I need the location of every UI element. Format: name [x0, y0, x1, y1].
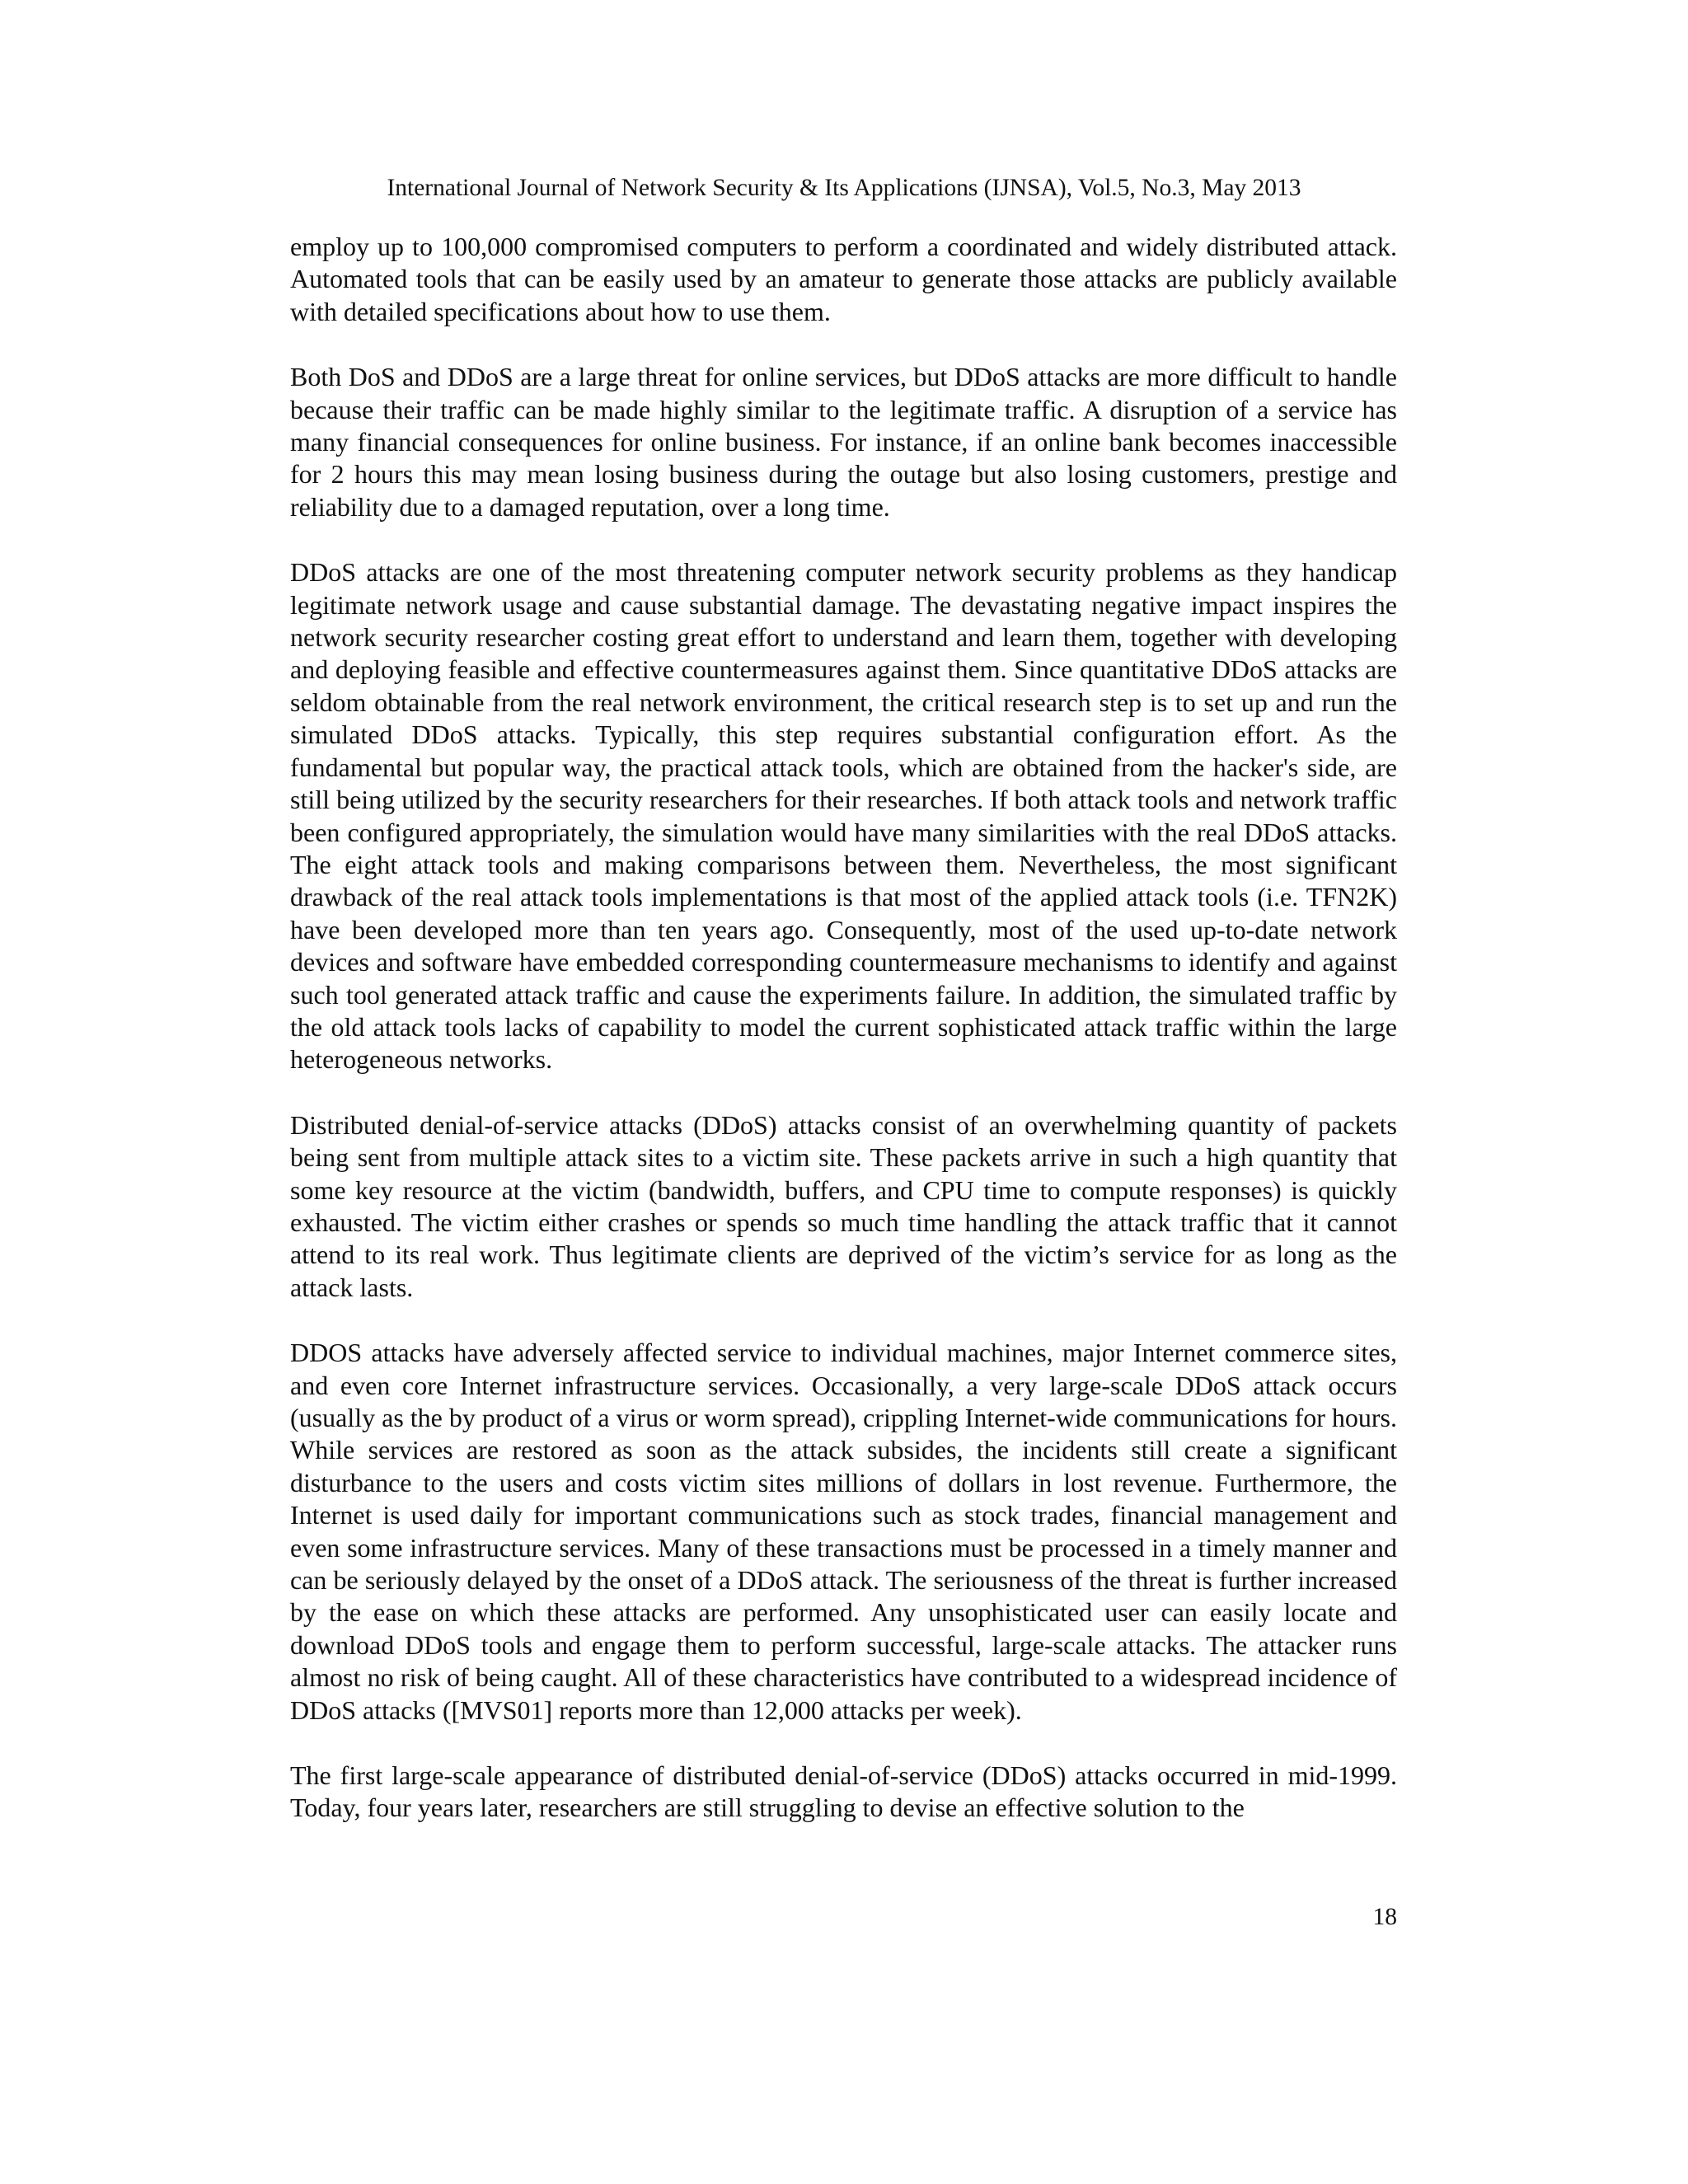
page-number: 18	[1372, 1904, 1397, 1930]
paragraph-ddos-impact: DDOS attacks have adversely affected service to individual machines, major Internet commerce sites, and even core Internet infrastructure services. Occasionally, a very large-scale DDoS attack occurs (usually as the by product of a virus or worm spread), crippling Internet-wide communications for hours. While services are restored as soon as the attack subsides, the incidents still create a significant disturbance to the users and costs victim sites millions of dollars in lost revenue. Furthermore, the Internet is used daily for important communications such as stock trades, financial management and even some infrastructure services. Many of these transactions must be processed in a timely manner and can be seriously delayed by the onset of a DDoS attack. The seriousness of the threat is further increased by the ease on which these attacks are performed. Any unsophisticated user can easily locate and download DDoS tools and engage them to perform successful, large-scale attacks. The attacker runs almost no risk of being caught. All of these characteristics have contributed to a widespread incidence of DDoS attacks ([MVS01] reports more than 12,000 attacks per week).	[290, 1338, 1397, 1725]
paragraph-ddos-definition: Distributed denial-of-service attacks (DDoS) attacks consist of an overwhelming quantity of packets being sent from multiple attack sites to a victim site. These packets arrive in such a high quantity that some key resource at the victim (bandwidth, buffers, and CPU time to compute responses) is quickly exhausted. The victim either crashes or spends so much time handling the attack traffic that it cannot attend to its real work. Thus legitimate clients are deprived of the victim’s service for as long as the attack lasts.	[290, 1109, 1397, 1302]
paragraph-ddos-history: The first large-scale appearance of distributed denial-of-service (DDoS) attacks occurred in mid-1999. Today, four years later, researchers are still struggling to devise an effective solution to the	[290, 1760, 1397, 1823]
body-text	[290, 231, 1397, 1825]
running-header: International Journal of Network Security & Its Applications (IJNSA), Vol.5, No.3, May 2013	[387, 175, 1301, 201]
paragraph-attack-scale: employ up to 100,000 compromised computers to perform a coordinated and widely distributed attack. Automated tools that can be easily used by an amateur to generate those attacks are publicly available with detailed specifications about how to use them.	[290, 232, 1397, 326]
paragraph-dos-threat: Both DoS and DDoS are a large threat for online services, but DDoS attacks are more difficult to handle because their traffic can be made highly similar to the legitimate traffic. A disruption of a service has many financial consequences for online business. For instance, if an online bank becomes inaccessible for 2 hours this may mean losing business during the outage but also losing customers, prestige and reliability due to a damaged reputation, over a long time.	[290, 362, 1397, 522]
paragraph-simulation-tools: DDoS attacks are one of the most threatening computer network security problems as they handicap legitimate network usage and cause substantial damage. The devastating negative impact inspires the network security researcher costing great effort to understand and learn them, together with developing and deploying feasible and effective countermeasures against them. Since quantitative DDoS attacks are seldom obtainable from the real network environment, the critical research step is to set up and run the simulated DDoS attacks. Typically, this step requires substantial configuration effort. As the fundamental but popular way, the practical attack tools, which are obtained from the hacker's side, are still being utilized by the security researchers for their researches. If both attack tools and network traffic been configured appropriately, the simulation would have many similarities with the real DDoS attacks. The eight attack tools and making comparisons between them. Nevertheless, the most significant drawback of the real attack tools implementations is that most of the applied attack tools (i.e. TFN2K) have been developed more than ten years ago. Consequently, most of the used up-to-date network devices and software have embedded corresponding countermeasure mechanisms to identify and against such tool generated attack traffic and cause the experiments failure. In addition, the simulated traffic by the old attack tools lacks of capability to model the current sophisticated attack traffic within the large heterogeneous networks.	[290, 557, 1397, 1075]
